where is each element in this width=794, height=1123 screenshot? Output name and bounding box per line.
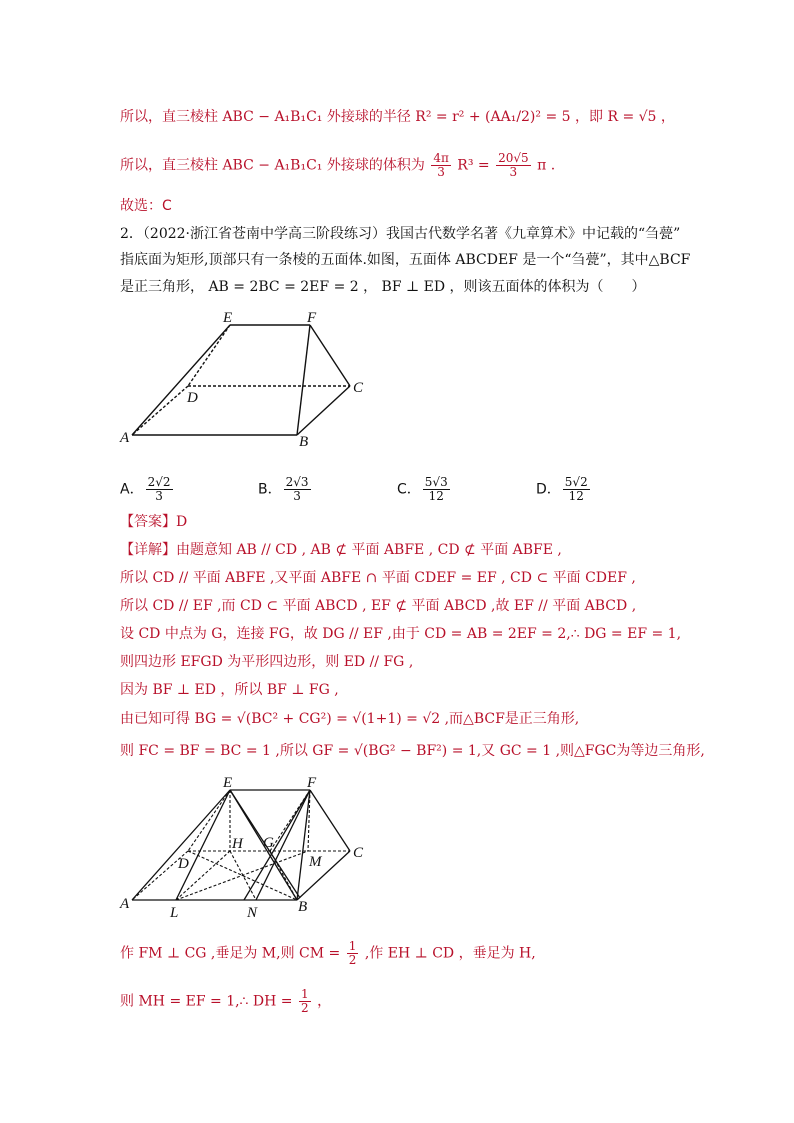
option-d: D． $\frac{5√2}{12}$ bbox=[536, 475, 588, 503]
line-radius: 所以，直三棱柱 ABC − A₁B₁C₁ 外接球的半径 R² = r² + (AA₁/2)² = 5 ，即 R = √5 ， bbox=[120, 109, 675, 125]
figure-1 bbox=[110, 305, 380, 455]
fig2-label-m: M bbox=[309, 854, 322, 870]
volume-mid: R³ = bbox=[457, 157, 490, 174]
fig2-label-f: F bbox=[307, 775, 317, 791]
option-b: B． $\frac{2√3}{3}$ bbox=[258, 475, 309, 503]
solution-line-5: 则四边形 EFGD 为平形四边形，则 ED // FG , bbox=[120, 654, 414, 670]
figure-2 bbox=[110, 770, 380, 920]
solution-line-6: 因为 BF ⊥ ED ，所以 BF ⊥ FG , bbox=[120, 682, 339, 698]
question-line-2: 指底面为矩形,顶部只有一条棱的五面体.如图，五面体 ABCDEF 是一个“刍甍”，其中△BCF bbox=[120, 252, 691, 268]
fig2-label-n: N bbox=[247, 905, 258, 920]
fig2-label-b: B bbox=[298, 899, 308, 915]
solution-line-1: 【详解】由题意知 AB // CD , AB ⊄ 平面 ABFE , CD ⊄ 平面 ABFE , bbox=[120, 542, 562, 558]
fig1-label-b: B bbox=[299, 434, 309, 450]
fraction-4pi-3: $\frac{4\pi}{3}$ bbox=[433, 151, 449, 179]
answer-choice-prev: 故选：C bbox=[120, 198, 172, 214]
option-c: C． $\frac{5√3}{12}$ bbox=[397, 475, 448, 503]
option-a: A． $\frac{2√2}{3}$ bbox=[120, 475, 171, 503]
fig2-label-l: L bbox=[170, 905, 179, 920]
line-volume bbox=[120, 152, 555, 179]
fraction-half-cm: $\frac{1}{2}$ bbox=[348, 939, 357, 967]
question-line-1: 2．（2022·浙江省苍南中学高三阶段练习）我国古代数学名著《九章算术》中记载的“刍甍” bbox=[120, 226, 681, 242]
solution-line-10: 则 MH = EF = 1,∴ DH = $\frac{1}{2}$ ， bbox=[120, 987, 332, 1015]
fig1-label-a: A bbox=[120, 430, 130, 446]
fig2-label-h: H bbox=[232, 836, 243, 852]
fig1-label-f: F bbox=[307, 310, 317, 326]
volume-end: π . bbox=[537, 157, 556, 174]
solution-line-4: 设 CD 中点为 G，连接 FG，故 DG // EF ,由于 CD = AB = 2EF = 2,∴ DG = EF = 1, bbox=[120, 626, 682, 642]
fig1-label-d: D bbox=[187, 390, 198, 406]
fig2-label-a: A bbox=[120, 896, 130, 912]
fraction-20sqrt5-3: $\frac{20√5}{3}$ bbox=[498, 151, 529, 179]
answer-label: 【答案】D bbox=[120, 514, 188, 530]
fig2-label-c: C bbox=[353, 845, 364, 861]
fig1-label-e: E bbox=[223, 310, 233, 326]
solution-line-8: 则 FC = BF = BC = 1 ,所以 GF = √(BG² − BF²) = 1,又 GC = 1 ,则△FGC为等边三角形, bbox=[120, 743, 705, 759]
volume-text: 所以，直三棱柱 ABC − A₁B₁C₁ 外接球的体积为 bbox=[120, 157, 425, 174]
solution-line-3: 所以 CD // EF ,而 CD ⊂ 平面 ABCD , EF ⊄ 平面 ABCD ,故 EF // 平面 ABCD , bbox=[120, 598, 637, 614]
fig2-label-g: G bbox=[263, 835, 274, 851]
fig1-label-c: C bbox=[353, 380, 364, 396]
solution-line-7: 由已知可得 BG = √(BC² + CG²) = √(1+1) = √2 ,而△BCF是正三角形, bbox=[120, 711, 580, 727]
fig2-label-e: E bbox=[223, 775, 233, 791]
solution-line-9: 作 FM ⊥ CG ,垂足为 M,则 CM = $\frac{1}{2}$ ,作 EH ⊥ CD ，垂足为 H, bbox=[120, 939, 536, 967]
fraction-half-dh: $\frac{1}{2}$ bbox=[300, 987, 309, 1015]
question-line-3: 是正三角形， AB = 2BC = 2EF = 2 ， BF ⊥ ED ，则该五面体的体积为（ ） bbox=[120, 279, 646, 295]
fig2-label-d: D bbox=[178, 856, 189, 872]
solution-line-2: 所以 CD // 平面 ABFE ,又平面 ABFE ∩ 平面 CDEF = EF , CD ⊂ 平面 CDEF , bbox=[120, 570, 636, 586]
